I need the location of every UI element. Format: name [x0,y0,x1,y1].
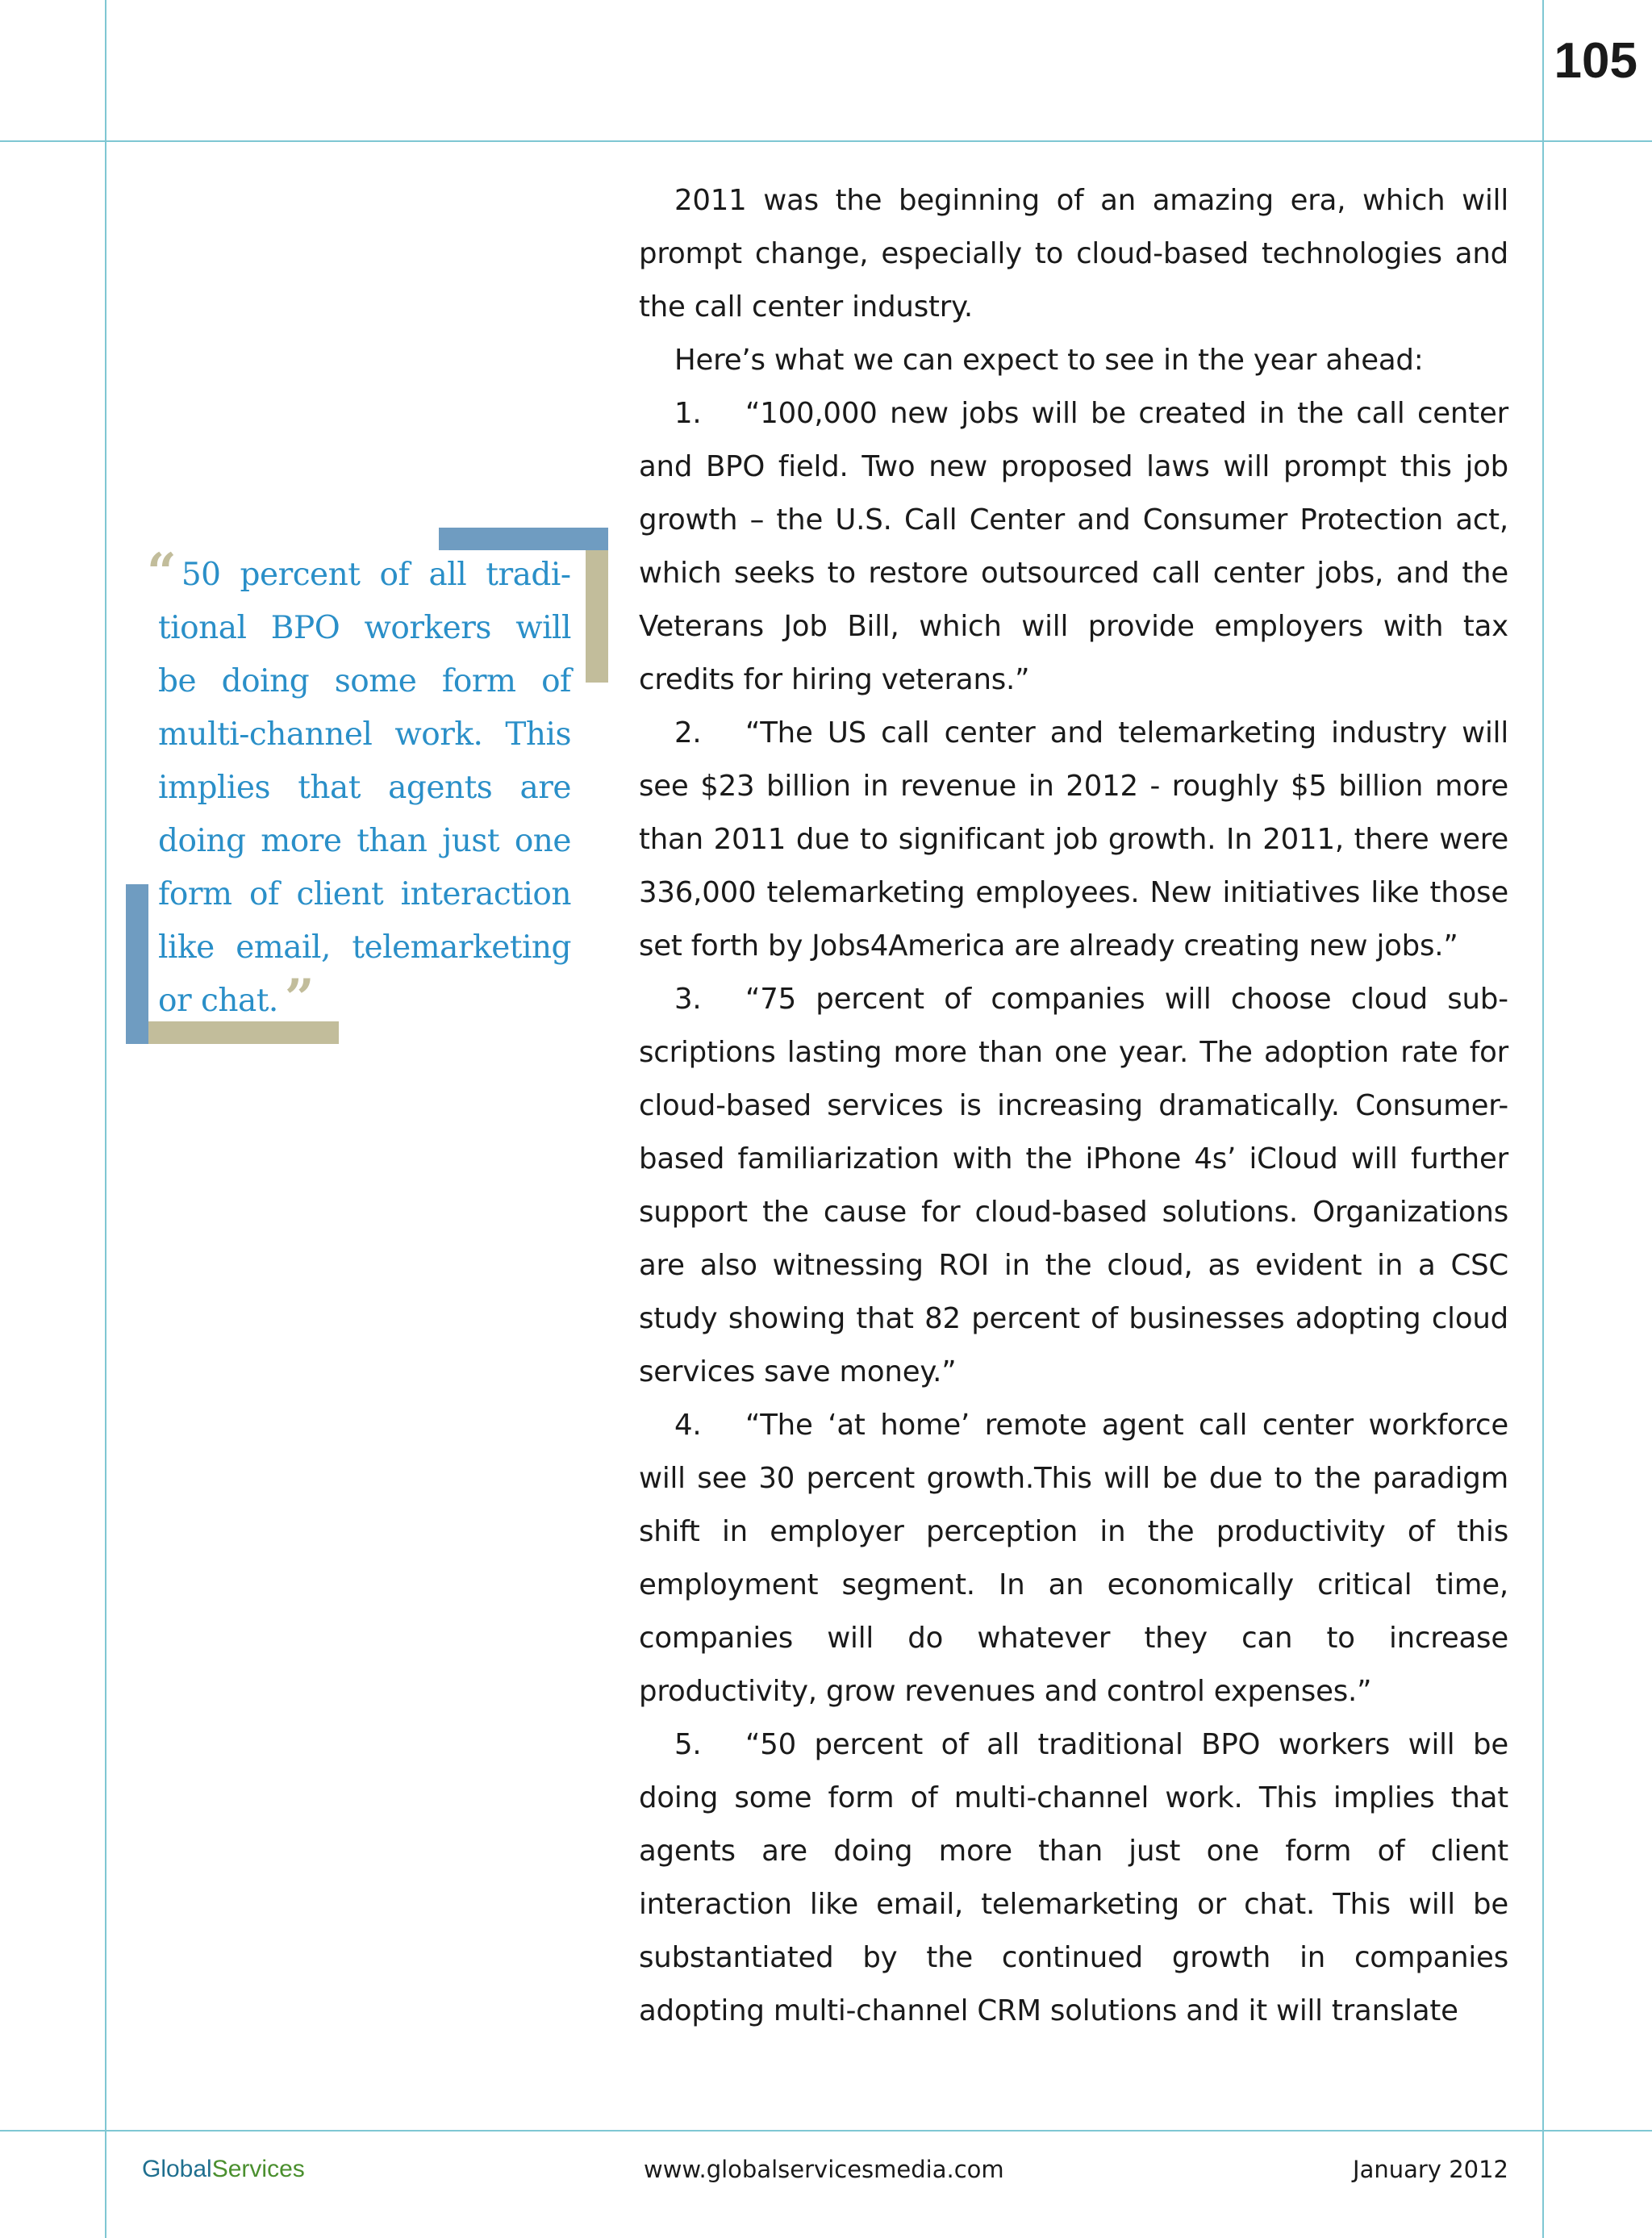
list-item-number: 1. [674,397,702,430]
open-quote-icon: “ [147,542,172,603]
article-paragraph-intro: 2011 was the beginning of an amazing era, which will prompt change, especially to cloud-based technologies and the call center industry. [639,184,1508,324]
list-item-text: “100,000 new jobs will be created in the call center and BPO field. Two new proposed laws will prompt this job growth – the U.S. Call Center and Consumer Protection act, which seeks to restore outsourced call center jobs, and the Veterans Job Bill, which will provide employers with tax credits for hiring veterans.” [639,397,1508,696]
list-item-text: “75 percent of companies will choose cloud subscriptions lasting more than one year. The adoption rate for cloud-based services is increasing dramatically. Consumer-based familiarization with the iPhone 4s’ iCloud will further support the cause for cloud-based solutions. Organizations are also witnessing ROI in the cloud, as evident in a CSC study showing that 82 percent of businesses adopting cloud services save money.” [639,983,1508,1388]
footer-website-link[interactable]: www.globalservicesmedia.com [644,2156,1004,2183]
list-item-number: 5. [674,1728,702,1761]
list-item-text: “The ‘at home’ remote agent call center workforce will see 30 percent growth.This will be due to the paradigm shift in employer perception in the productivity of this employment segment. In an economically critical time, companies will do whatever they can to increase productivity, grow revenues and control expenses.” [639,1409,1508,1708]
right-margin-rule [1542,0,1544,2238]
brand-global: Global [142,2156,212,2182]
list-item-4 [639,1399,1508,1718]
article-body [639,174,1508,2038]
page-number: 105 [1554,33,1637,89]
list-item-5 [639,1718,1508,2038]
list-item-2 [639,707,1508,973]
left-margin-rule [105,0,106,2238]
pullquote-bar-top-blue [439,528,608,550]
list-item-text: “50 percent of all traditional BPO workers will be doing some form of multi-channel work. This implies that agents are doing more than just one form of client interaction like email, telemarketing or chat. This will be substantiated by the continued growth in companies adopting multi-channel CRM solutions and it will translate [639,1728,1508,2027]
brand-services: Services [211,2156,305,2182]
list-item-number: 2. [674,716,702,749]
list-item-3 [639,973,1508,1399]
publication-logo [142,2156,305,2183]
list-item-number: 4. [674,1409,702,1442]
list-item-number: 3. [674,983,702,1016]
list-item-text: “The US call center and telemarketing industry will see $23 billion in revenue in 2012 - roughly $5 billion more than 2011 due to significant job growth. In 2011, there were 336,000 telemarketing employees. New initiatives like those set forth by Jobs4America are already creating new jobs.” [639,716,1508,962]
pullquote-bar-right-khaki [586,550,608,683]
list-item-1 [639,387,1508,707]
footer-rule [0,2130,1652,2132]
article-paragraph-lead: Here’s what we can expect to see in the year ahead: [674,344,1424,377]
pullquote [147,542,571,1029]
header-rule [0,140,1652,142]
footer-issue-date: January 2012 [1353,2156,1508,2183]
pullquote-bar-left-blue [126,884,148,1044]
pullquote-text: 50 percent of all traditional BPO workers will be doing some form of multi-channel work. This implies that agents are doing more than just one form of client interaction like email, telemarketing or chat. [158,557,571,1019]
close-quote-icon: ” [284,968,310,1029]
